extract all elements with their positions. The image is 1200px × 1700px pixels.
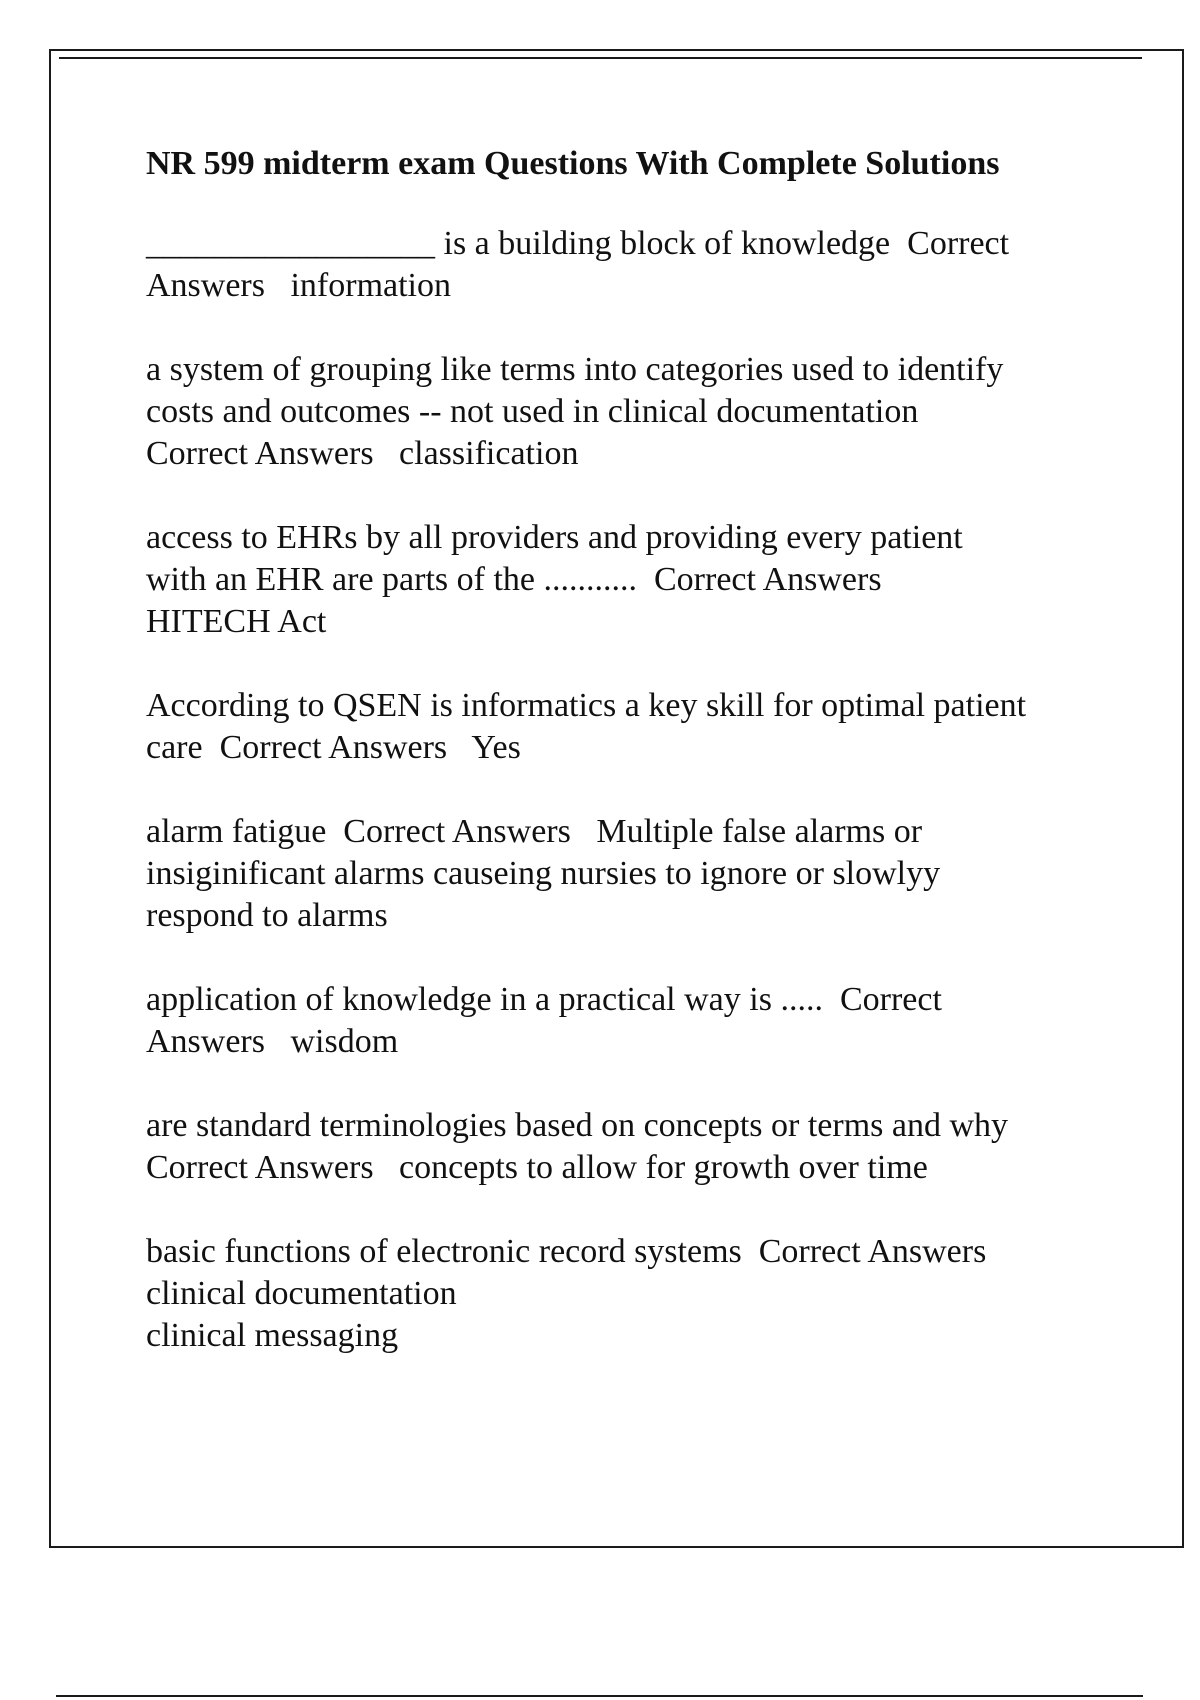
qa-line: Answers information	[146, 267, 452, 304]
qa-entry-8	[146, 1231, 1146, 1357]
qa-line: Answers wisdom	[146, 1023, 399, 1060]
qa-entry-4	[146, 685, 1146, 769]
qa-entry-1	[146, 223, 1146, 307]
qa-line: Correct Answers concepts to allow for growth over time	[146, 1149, 928, 1186]
qa-line: insiginificant alarms causeing nursies to ignore or slowlyy	[146, 855, 941, 892]
qa-entry-3	[146, 517, 1146, 643]
qa-line: with an EHR are parts of the ........... Correct Answers	[146, 561, 882, 598]
page-frame	[49, 49, 1184, 1548]
document-title: NR 599 midterm exam Questions With Complete Solutions	[146, 145, 1000, 182]
qa-line: clinical messaging	[146, 1317, 399, 1354]
qa-entry-6	[146, 979, 1146, 1063]
qa-line: According to QSEN is informatics a key skill for optimal patient	[146, 687, 1027, 724]
qa-line: respond to alarms	[146, 897, 388, 934]
qa-line: care Correct Answers Yes	[146, 729, 521, 766]
qa-line: application of knowledge in a practical way is ..... Correct	[146, 981, 942, 1018]
qa-line: are standard terminologies based on concepts or terms and why	[146, 1107, 1009, 1144]
qa-line: _________________ is a building block of knowledge Correct	[146, 225, 1010, 262]
qa-line: basic functions of electronic record systems Correct Answers	[146, 1233, 987, 1270]
qa-line: clinical documentation	[146, 1275, 457, 1312]
qa-line: alarm fatigue Correct Answers Multiple false alarms or	[146, 813, 923, 850]
qa-line: Correct Answers classification	[146, 435, 579, 472]
qa-line: HITECH Act	[146, 603, 327, 640]
bottom-rule	[56, 1695, 1143, 1697]
document-content	[146, 143, 1146, 1399]
qa-line: a system of grouping like terms into categories used to identify	[146, 351, 1004, 388]
qa-entry-5	[146, 811, 1146, 937]
qa-entry-7	[146, 1105, 1146, 1189]
top-rule	[59, 57, 1142, 59]
qa-entry-2	[146, 349, 1146, 475]
qa-line: access to EHRs by all providers and providing every patient	[146, 519, 963, 556]
qa-line: costs and outcomes -- not used in clinical documentation	[146, 393, 919, 430]
